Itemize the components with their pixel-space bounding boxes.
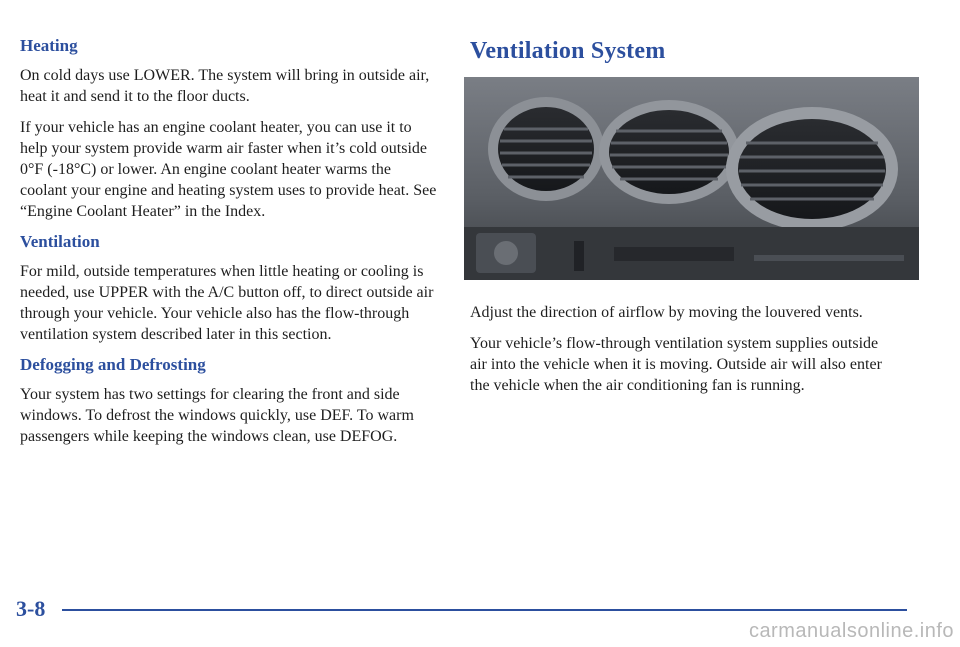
ventilation-paragraph: For mild, outside temperatures when little heating or cooling is needed, use UPPER with the A/C button off, to direct outside air through your vehicle. Your vehicle also has the flow-through ventilation system described later in this section. [20, 263, 434, 343]
heating-paragraph-1: On cold days use LOWER. The system will bring in outside air, heat it and send it to the floor ducts. [20, 67, 430, 105]
ventilation-system-heading: Ventilation System [470, 38, 666, 64]
watermark: carmanualsonline.info [748, 620, 954, 642]
page-number: 3-8 [16, 596, 46, 621]
heating-heading: Heating [20, 36, 78, 55]
right-column [470, 38, 910, 406]
footer-rule [62, 609, 907, 611]
vent-photo [464, 77, 919, 280]
airflow-paragraph: Adjust the direction of airflow by moving the louvered vents. [470, 304, 863, 321]
defog-paragraph: Your system has two settings for clearing the front and side windows. To defrost the windows quickly, use DEF. To warm passengers while keeping the windows clean, use DEFOG. [20, 386, 414, 445]
flow-through-paragraph: Your vehicle’s flow-through ventilation system supplies outside air into the vehicle when it is moving. Outside air will also enter the vehicle when the air conditioning fan is running. [470, 335, 882, 394]
vent-illustration [464, 77, 919, 280]
defog-heading: Defogging and Defrosting [20, 355, 206, 374]
heating-paragraph-2: If your vehicle has an engine coolant heater, you can use it to help your system provide warm air faster when it’s cold outside 0°F (-18°C) or lower. An engine coolant heater warms the coolant your engine and heating system uses to provide heat. See “Engine Coolant Heater” in the Index. [20, 119, 437, 220]
ventilation-heading: Ventilation [20, 232, 100, 251]
left-column [20, 36, 440, 457]
